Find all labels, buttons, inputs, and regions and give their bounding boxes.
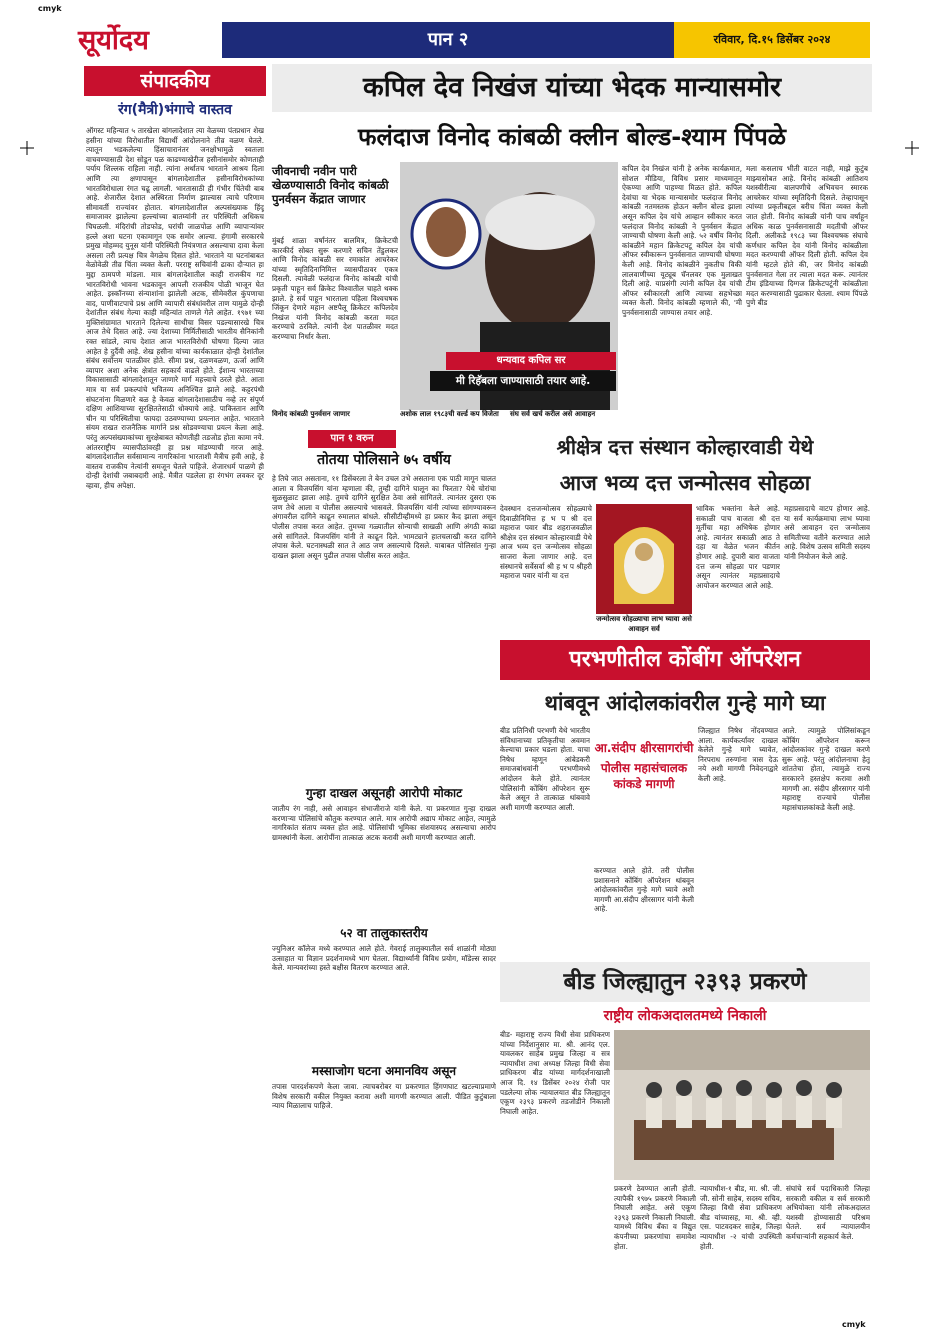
kambli-photo <box>400 162 618 410</box>
lead-caption-mid: अशोक लाल १९८३ची वर्ल्ड कप विजेता <box>400 410 499 418</box>
callout-name: आ.संदीप क्षीरसागरांची <box>594 741 694 755</box>
datta-col2: भाविक भक्तांना केले आहे. सकाळी पाच वाजता श्री दत्त मूर्तीचा महा अभिषेक होणार आहे. त्यानंतर सकाळी आठ ते दहा या वेळेत भजन कीर्तन होणार आहे. दुपारी बारा वाजता दत्त जन्म सोहळा पार पडणार असून त्यानंतर महाप्रसादाचे आयोजन करण्यात आले आहे. <box>696 504 780 590</box>
lead-caption-left: विनोद कांबळी पुनर्वसन जाणार <box>272 410 350 418</box>
lead-pullquote: जीवनाची नवीन पारी खेळण्यासाठी विनोद कांबळी पुनर्वसन केंद्रात जाणार <box>272 164 389 206</box>
datta-headline-line1: श्रीक्षेत्र दत्त संस्थान कोल्हारवाडी येथे <box>556 435 814 459</box>
registration-mark-icon <box>905 140 919 154</box>
datta-photo-caption: जन्मोत्सव सोहळ्याचा लाभ घ्यावा असे आवाहन सर्व <box>596 615 692 633</box>
lead-intro: मुंबई शाळा वर्षांनंतर बालमित्र, क्रिकेटची कारकीर्द सोबत सुरू करणारे सचिन तेंडुलकर आणि विनोद कांबळी सर रमाकांत आचरेकर यांच्या स्मृतिदिनानिमित्त व्यासपीठावर एकत्र दिसली. त्यावेळी फलंदाज विनोद कांबळी यांची प्रकृती पाहून सर्व क्रिकेट विश्वातील चाहते थक्क झाले. हे सर्व पाहून भारताला पहिला विश्वचषक जिंकून देणारे महान अष्टपैलू क्रिकेटर कपिलदेव निखंज यांनी विनोद कांबळी करता मदत करण्याचे ठरविले. त्यांनी देश पातळीवर मदत करण्याचा निर्धार केला. <box>272 236 398 341</box>
paper-name: सूर्योदय <box>78 25 149 56</box>
date-line: रविवार, दि.१५ डिसेंबर २०२४ <box>674 22 870 58</box>
cmyk-marker-bottom: cmyk <box>842 1320 866 1329</box>
beed-col4: संघांचे सर्व पदाधिकारी जिल्हा सरकारी वकील व सर्व सरकारी अभियोक्ता यांनी लोकअदालत यशस्वी होण्यासाठी परिश्रम घेतले. सर्व न्यायालयीन कर्मचाऱ्यांनी सहकार्य केले. <box>786 1184 870 1241</box>
parbhani-col4: आले. त्यामुळे पोलिसांकडून कोंबिंग ऑपरेशन करून आंदोलकांवर गुन्हे दाखल करणे सुरू आहे. परंतु आंदोलनाचा हेतू शांततेचा होता, त्यामुळे राज्य सरकारने हस्तक्षेप करावा अशी मागणी आ. संदीप क्षीरसागर यांनी महाराष्ट्र राज्याचे पोलीस महासंचालकांकडे केली आहे. <box>782 726 870 812</box>
datta-idol-icon <box>596 504 692 614</box>
callout-desc: पोलीस महासंचालक कांकडे मागणी <box>600 761 688 791</box>
police-body3: ज्युनिअर कॉलेज मध्ये करण्यात आले होते. गेवराई तालुक्यातील सर्व शाळांनी मोठ्या उत्साहात या विज्ञान प्रदर्शनामध्ये भाग घेतला. विद्यार्थ्यांनी विविध प्रयोग, मॉडेल्स सादर केले. मान्यवरांच्या हस्ते बक्षीस वितरण करण्यात आले. <box>272 944 496 973</box>
beed-col2: प्रकरणे ठेवण्यात आली होती. त्यापैकी १९७५ प्रकरणे निकाली निघाली आहेत. असे एकूण २३९३ प्रकरणे निकाली निघाली. यामध्ये विविध बँका व विद्युत कंपनीच्या प्रकरणांचा समावेश होता. <box>614 1184 696 1251</box>
beed-headline: बीड जिल्ह्यातुन २३९३ प्रकरणे <box>500 962 870 1002</box>
lead-caption-right: संघ सर्व खर्च करील असे आवाहन <box>510 410 596 418</box>
parbhani-headline-line2: थांबवून आंदोलकांवरील गुन्हे मागे घ्या <box>544 691 826 715</box>
thanks-badge-line2: मी रिहॅबला जाण्यासाठी तयार आहे. <box>430 371 616 391</box>
lead-headline-line2: फलंदाज विनोद कांबळी क्लीन बोल्ड-श्याम पिंपळे <box>358 123 786 151</box>
police-subhead1: गुन्हा दाखल असूनही आरोपी मोकाट <box>305 786 463 800</box>
police-body2: जातीय रंग नाही, असे आवाहन संभाजीराजे यांनी केले. या प्रकरणात गुन्हा दाखल करणाऱ्या पोलिसांचे कौतुक करण्यात आले. मात्र आरोपी अद्याप मोकाट आहेत, त्यामुळे नागरिकांत संताप व्यक्त होत आहे. पोलिसांची भूमिका संशयास्पद असल्याचा आरोप ग्रामस्थांनी केला. आरोपींना तात्काळ अटक करावी अशी मागणी करण्यात आली. <box>272 804 496 842</box>
datta-idol-photo <box>596 504 692 614</box>
thanks-badge-line1: धन्यवाद कपिल सर <box>446 352 616 370</box>
police-subhead3: मस्साजोग घटना अमानविय असून <box>311 1064 457 1078</box>
parbhani-col2: करण्यात आले होते. तरी पोलीस प्रशासनाने कोंबिंग ऑपरेशन थांबवून आंदोलकांवरील गुन्हे मागे घ्यावे अशी मागणी आ.संदीप क्षीरसागर यांनी केली आहे. <box>594 866 694 914</box>
police-headline: तोतया पोलिसाने ७५ वर्षीय <box>317 452 451 468</box>
datta-headline-line2: आज भव्य दत्त जन्मोत्सव सोहळा <box>559 471 811 495</box>
lead-headline-line1: कपिल देव निखंज यांच्या भेदक मान्यासमोर <box>272 64 872 112</box>
datta-col1: देवस्थान दत्तजन्मोत्सव सोहळ्याचे दिवाळीनिमित्त ह भ प श्री दत्त महाराज पवार बीड शहराजवळील श्रीक्षेत्र दत्त संस्थान कोल्हारवाडी येथे आज भव्य दत्त जन्मोत्सव सोहळा साजरा केला जाणार आहे. दत्त संस्थानचे सर्वेसर्वा श्री ह भ प श्रीहरी महाराज पवार यांनी या दत्त <box>500 504 592 581</box>
beed-col1: बीड- महाराष्ट्र राज्य विधी सेवा प्राधिकरण यांच्या निर्देशानुसार मा. श्री. आनंद एल. यावलकर साहेब प्रमुख जिल्हा व सत्र न्यायाधीश तथा अध्यक्ष जिल्हा विधी सेवा प्राधिकरण बीड यांच्या मार्गदर्शनाखाली आज दि. १४ डिसेंबर २०२४ रोजी पार पडलेल्या लोक न्यायालयात बीड जिल्ह्यातून एकूण २३९३ प्रकरणे तडजोडीने निकाली निघाली आहेत. <box>500 1030 610 1116</box>
parbhani-col3: जिल्ह्यात निषेध नोंदवण्यात आला. कार्यकर्त्यांवर दाखल केलेले गुन्हे मागे घ्यावेत, निरपराध तरुणांना त्रास देऊ नये अशी मागणी निवेदनाद्वारे केली आहे. <box>698 726 778 783</box>
editorial-body: ऑगस्ट महिन्यात ५ तारखेला बांगलादेशात त्या वेळच्या पंतप्रधान शेख हसीना यांच्या विरोधातील विद्यार्थी आंदोलनाने तीव्र वळण घेतले. त्यातून भडकलेल्या हिंसाचारानंतर जनक्षोभामुळे स्वतःला वाचवण्यासाठी देश सोडून पळ काढण्याखेरीज हसीनांसमोर कोणताही पर्याय शिल्लक राहिला नाही. त्यांना अर्थातच भारताने आश्रय दिला आणि त्या क्षणापासून बांगलादेशातील हसीनाविरोधकांच्या भारतविरोधाला रंगत चढू लागली. भारतासाठी ही गंभीर चिंतेची बाब आहे. शेजारील देशात अस्थिरता निर्माण झाल्यास त्याचे परिणाम सीमावर्ती राज्यांवर होतात. बांगलादेशातील अल्पसंख्याक हिंदू समाजावर झालेल्या हल्ल्यांच्या बातम्यांनी तर परिस्थिती अधिकच चिघळली. मंदिरांची तोडफोड, घरांची जाळपोळ आणि व्यापाऱ्यांवर हल्ले अशा घटना एकामागून एक समोर आल्या. हंगामी सरकारचे प्रमुख मोहम्मद युनूस यांनी परिस्थिती नियंत्रणात असल्याचा दावा केला असला तरी प्रत्यक्ष चित्र वेगळेच दिसत होते. भारताने या घटनांबाबत वेळोवेळी तीव्र चिंता व्यक्त केली. परराष्ट्र सचिवांनी ढाका दौऱ्यात हा मुद्दा ठामपणे मांडला. मात्र बांगलादेशातील काही राजकीय गट भारतविरोधी भावना भडकावून आपली राजकीय पोळी भाजून घेत आहेत. इस्कॉनच्या संन्याशांना झालेली अटक, सीमेवरील कुंपणाचा वाद, पाणीवाटपाचे प्रश्न आणि व्यापारी संबंधांवरील ताण यामुळे दोन्ही देशांतील संबंध गेल्या काही महिन्यांत ताणले गेले आहेत. १९७१ च्या मुक्तिसंग्रामात भारताने दिलेल्या साथीचा विसर पडल्यासारखे चित्र आज तेथे दिसत आहे. ज्या देशाच्या निर्मितीसाठी भारतीय सैनिकांनी रक्त सांडले, त्याच देशात आज भारतविरोधी घोषणा दिल्या जात आहेत हे दुर्दैवी आहे. शेख हसीना यांच्या कार्यकाळात दोन्ही देशांतील संबंध सर्वोत्तम पातळीवर होते. सीमा प्रश्न, दळणवळण, ऊर्जा आणि व्यापार अशा अनेक क्षेत्रांत सहकार्य वाढले होते. ईशान्य भारताच्या विकासासाठी बांगलादेशातून जाणारे मार्ग महत्त्वाचे ठरले होते. आता मात्र या सर्व प्रकल्पांचे भवितव्य अनिश्चित झाले आहे. कट्टरपंथी संघटनांना मिळणारे बळ हे केवळ बांगलादेशासाठीच नव्हे तर संपूर्ण दक्षिण आशियाच्या सुरक्षिततेसाठी धोक्याचे आहे. पाकिस्तान आणि चीन या परिस्थितीचा फायदा उठवण्याच्या प्रयत्नात आहेत. भारताने संयम राखत राजनैतिक मार्गाने प्रश्न सोडवण्याचा प्रयत्न केला आहे. परंतु अल्पसंख्याकांच्या सुरक्षेबाबत कोणतीही तडजोड होता कामा नये. आंतरराष्ट्रीय व्यासपीठांवरही हा प्रश्न मांडण्याची गरज आहे. बांगलादेशातील सर्वसामान्य नागरिकांना भारताशी मैत्रीच हवी आहे, हे वास्तव राजकीय नेत्यांनी समजून घेतले पाहिजे. शेजारधर्म पाळणे ही दोन्ही देशांची जबाबदारी आहे. मैत्रीत पडलेला हा रंगभंग लवकर दूर व्हावा, हीच अपेक्षा. <box>86 126 264 490</box>
continued-label: पान १ वरुन <box>308 430 396 448</box>
lead-col2: मला कसलाच भीती वाटत नाही, माझे कुटुंब माझ्यासोबत आहे. विनोद कांबळी आतिशय यशस्वीरीत्या बालपणीचे अभिवचन स्मारक आचरेकर यांच्या स्मृतिदिनी दिसले. तेव्हापासून त्यांच्या प्रकृतीबद्दल बरीच चिंता व्यक्त केली जात होती. विनोद कांबळी यांनी पाच वर्षांहून अधिक काळ पुनर्वसनासाठी मदतीची ऑफर दिली. अलीकडे १९८३ च्या विश्वचषक संघाचे कर्णधार कपिल देव यांनी विनोद कांबळीला मदत करण्याची ऑफर दिली होती. कपिल देव यांनी म्हटले होते की, जर विनोद कांबळी पुनर्वसनात गेला तर त्याला मदत करू. त्यानंतर टीम इंडियाच्या दिग्गज क्रिकेटपटूंनी कांबळीला मदत करण्यासाठी पुढाकार घेतला. श्याम पिंपळे पुणे बीड <box>746 164 868 308</box>
parbhani-col1: बीड प्रतिनिधी परभणी येथे भारतीय संविधानाच्या प्रतिकृतीचा अवमान केल्याचा प्रकार घडला होता. याचा निषेध म्हणून आंबेडकरी समाजबांधवांनी परभणीमध्ये आंदोलन केले होते. त्यानंतर पोलिसांनी कोंबिंग ऑपरेशन सुरू केले असून ते तात्काळ थांबवावे अशी मागणी करण्यात आली. <box>500 726 590 812</box>
cmyk-marker-top: cmyk <box>38 4 62 13</box>
police-subhead2: ५२ वा तालुकास्तरीय <box>340 926 428 940</box>
masthead-logo <box>78 20 218 62</box>
editorial-heading: रंग(मैत्री)भंगाचे वास्तव <box>118 102 232 118</box>
beed-col3: न्यायाधीश-१ बीड, मा. श्री. जी. जी. सोनी साहेब, सदस्य सचिव, जिल्हा विधी सेवा प्राधिकरण बीड यांच्यासह, मा. श्री. व्ही. एस. पाटवदकर साहेब, जिल्हा न्यायाधीश -२ यांची उपस्थिती होती. <box>700 1184 782 1251</box>
page-label: पान २ <box>222 22 674 58</box>
police-body1: हे तिघे जात असताना, ११ डिसेंबरला ते बेन उचल उभे असताना एक पाठी मागून चालत आला व विजयसिंग यांना म्हणाला की, तुम्ही दागिने घालून का फिरता? येथे चोरांचा सुळसुळाट झाला आहे. तुमचे दागिने सुरक्षित ठेवा असे सांगितले. त्यानंतर दुसरा एक जण तेथे आला व पोलीस असल्याचे भासवले. विजयसिंग यांनी त्यांच्या सांगण्यावरून अंगावरील दागिने काढून रुमालात बांधले. सीसीटीव्हीमध्ये हा प्रकार कैद झाला असून पोलीस तपास करत आहेत. तुमच्या गळ्यातील सोन्याची साखळी आणि अंगठी काढा असे सांगितले. विजयसिंग यांनी ते काढून दिले. भामट्याने हातचलाखी करत दागिने लंपास केले. घटनास्थळी सात ते आठ जण असल्याचे दिसले. याबाबत पोलिसांत गुन्हा दाखल झाला असून पुढील तपास पोलीस करत आहेत. <box>272 474 496 560</box>
police-body4: तपास पारदर्शकपणे केला जावा. त्याचबरोबर या प्रकरणात हिंगणघाट खटल्याप्रमाणे विशेष सरकारी वकील नियुक्त करावा अशी मागणी करण्यात आली. पीडित कुटुंबाला न्याय मिळालाच पाहिजे. <box>272 1082 496 1111</box>
parbhani-headline-line1: परभणीतील कोंबींग ऑपरेशन <box>500 640 870 680</box>
registration-mark-icon <box>20 140 34 154</box>
lok-adalat-photo <box>614 1030 870 1180</box>
beed-subhead: राष्ट्रीय लोकअदालतमध्ये निकाली <box>603 1008 767 1024</box>
lead-col1: कपिल देव निखंज यांनी हे अनेक कार्यक्रमात, सोशल मीडिया, विविध प्रसार माध्यमातून ऐकण्या आणि पाहण्या मिळत होते. कपिल देवांचा या भेदक मान्यासमोर फलंदाज विनोद कांबळी नतमस्तक होऊन क्लीन बोल्ड झाला असून कपिल देव यांचे आव्हान स्वीकार करत फलंदाज विनोद कांबळी ने पुनर्वसन केंद्रात जाण्याची घोषणा केली आहे. ५२ वर्षीय विनोद कांबळीने महान क्रिकेटपटू कपिल देव यांची ऑफर स्वीकारून पुनर्वसनात जाण्याची घोषणा केली आहे. विनोद कांबळीने नुकतीच विकी लालवाणीच्या यूट्यूब चॅनलवर एक मुलाखत दिली आहे. याप्रसंगी त्यांनी कपिल देव यांची ऑफर स्वीकारली आणि त्याच्या सहभेच्छा व्यक्त केली. विनोद कांबळी म्हणाले की, 'मी पुनर्वसनासाठी जाण्यास तयार आहे. <box>622 164 742 317</box>
datta-col3: महाप्रसादाचे वाटप होणार आहे. या सर्व कार्यक्रमाचा लाभ घ्यावा असे आवाहन दत्त जन्मोत्सव समितीच्या वतीने करण्यात आले आहे. विशेष उत्सव समिती सदस्य यांनी नियोजन केले आहे. <box>784 504 870 561</box>
lok-adalat-group-icon <box>614 1030 870 1180</box>
editorial-section-label: संपादकीय <box>84 66 266 96</box>
parbhani-callout <box>594 740 694 862</box>
